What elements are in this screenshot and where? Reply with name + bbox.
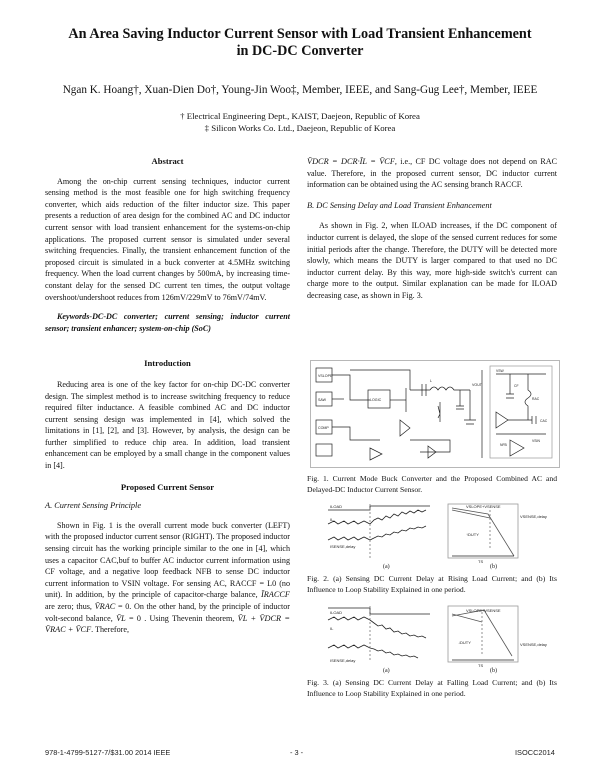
fig2-duty-label: ↑DUTY	[466, 532, 479, 537]
svg-text:VOUT: VOUT	[472, 383, 482, 387]
subsection-a-heading: A. Current Sensing Principle	[45, 501, 142, 511]
fig2-il-label: IL	[330, 517, 334, 522]
svg-text:VSW: VSW	[496, 369, 504, 373]
fig2-label-a: (a)	[383, 564, 390, 570]
svg-text:NFB: NFB	[500, 443, 507, 447]
fig2-ts-label: TS	[478, 559, 484, 564]
figure-2-waveforms	[318, 502, 556, 564]
fig3-vsense-label: VSENSE,delay	[520, 642, 547, 647]
figure-1-schematic	[310, 360, 560, 468]
figure-2-caption: Fig. 2. (a) Sensing DC Current Delay at Rising Load Current; and (b) Its Influence to Loop Stability Explained in one period.	[307, 574, 557, 594]
svg-text:LOGIC: LOGIC	[370, 398, 382, 402]
eq-i-rac-cf: ĪRACCF	[260, 590, 290, 600]
svg-text:COMP: COMP	[318, 426, 329, 430]
abstract-heading: Abstract	[151, 156, 184, 166]
affiliation-2: ‡ Silicon Works Co. Ltd., Daejeon, Republic of Korea	[204, 123, 396, 133]
affiliations	[40, 110, 560, 134]
eq-v-l: V̄L	[116, 613, 126, 623]
keywords: Keywords-DC-DC converter; current sensing; inductor current sensor; transient enhancer; system-on-chip (SoC)	[45, 312, 290, 333]
subsection-b-heading: B. DC Sensing Delay and Load Transient Enhancement	[307, 200, 492, 210]
fig3-vslope-label: VSLOPE+VSENSE	[466, 608, 501, 613]
introduction-text: Reducing area is one of the key factor for on-chip DC-DC converter design. The simplest method is to increase switching frequency to reduce required filter inductance. A feasible combined AC and DC inductor current sensing design was implemented in [4], which solved the limitations in [1], [2], and [3]. However, by analysis, the design can be further simplified to reduce chip area. In addition, load transient enhancement can be employed by a small change in the component values in [4].	[45, 379, 290, 471]
figure-1-caption: Fig. 1. Current Mode Buck Converter and the Proposed Combined AC and Delayed-DC Inductor Current Sensor.	[307, 474, 557, 494]
fig2-iload-label: ILOAD	[330, 504, 343, 509]
fig3-ts-label: TS	[478, 663, 484, 668]
figure-3-caption: Fig. 3. (a) Sensing DC Current Delay at Falling Load Current; and (b) Its Influence to Loop Stability Explained in one period.	[307, 678, 557, 698]
eq-thevenin: V̄L + V̄DCR = V̄RAC + V̄CF	[45, 613, 290, 635]
eq-v-rac: V̄RAC	[94, 602, 116, 611]
affiliation-1: † Electrical Engineering Dept., KAIST, Daejeon, Republic of Korea	[180, 111, 420, 121]
svg-text:RAC: RAC	[532, 397, 540, 401]
fig3-duty-label: ↓DUTY	[458, 640, 471, 645]
svg-text:SAW: SAW	[318, 398, 327, 402]
footer-conference: ISOCC2014	[515, 748, 555, 757]
left-column	[45, 156, 290, 636]
fig3-label-a: (a)	[383, 668, 390, 674]
title-line-1: An Area Saving Inductor Current Sensor with Load Transient Enhancement	[68, 26, 532, 42]
svg-text:VSIN: VSIN	[532, 439, 540, 443]
fig2-vslope-label: VSLOPE+VSENSE	[466, 504, 501, 509]
section-b-paragraph: As shown in Fig. 2, when ILOAD increases, if the DC component of inductor current is delayed, the slope of the sensed current reduces for some initial periods after the change. Therefore, the DUTY will be detected more slowly, which means the DUTY is larger compared to that used no DC inductor current delay. By this way, more high-side switch's current can charge more to the output. Similar explanation can be made for ILOAD decreasing case, as shown in Fig. 3.	[307, 221, 557, 300]
svg-text:L: L	[430, 379, 432, 383]
fig2-label-b: (b)	[490, 564, 497, 570]
eq-dcr: V̄DCR = DCR·ĪL = V̄CF	[307, 157, 395, 166]
fig2-vsense-label: VSENSE,delay	[520, 514, 547, 519]
fig2-isense-label: ISENSE,delay	[330, 544, 356, 549]
eq-continuation: V̄DCR = DCR·ĪL = V̄CF, i.e., CF DC voltage does not depend on RAC value. Therefore, in the proposed current sensor, DC inductor current information can be obtained using the AC sensing branch RACCF.	[307, 157, 557, 190]
svg-text:CAC: CAC	[540, 419, 548, 423]
title-line-2: in DC-DC Converter	[236, 43, 364, 59]
figure-3-waveforms	[318, 604, 556, 668]
footer-page-number: - 3 -	[290, 748, 304, 757]
introduction-heading: Introduction	[144, 358, 191, 369]
right-column-top	[307, 156, 557, 302]
proposed-heading: Proposed Current Sensor	[120, 481, 215, 492]
fig3-isense-label: ISENSE,delay	[330, 658, 356, 663]
svg-text:VSLOPE: VSLOPE	[318, 374, 333, 378]
svg-text:CF: CF	[514, 384, 519, 388]
footer-isbn: 978-1-4799-5127-7/$31.00 2014 IEEE	[45, 748, 171, 757]
fig3-il-label: IL	[330, 626, 334, 631]
paper-title	[40, 26, 560, 60]
author-list: Ngan K. Hoang†, Xuan-Dien Do†, Young-Jin Woo‡, Member, IEEE, and Sang-Gug Lee†, Member, IEEE	[62, 84, 538, 96]
fig3-iload-label: ILOAD	[330, 610, 343, 615]
fig3-label-b: (b)	[490, 668, 497, 674]
section-a-paragraph: Shown in Fig. 1 is the overall current mode buck converter (LEFT) with the proposed inductor current sensor (RIGHT). The proposed inductor sensing circuit has the working principle similar to the one in [4], which uses a capacitor CAC,buf to buffer AC inductor current information using CF voltage, and a negative loop feedback NFB to sense DC inductor current information to VSIN voltage. For sensing AC, RACCF = L0 (no unit). In addition, by the principle of capacitor-charge balance, ĪRACCF are zero; thus, V̄RAC = 0. On the other hand, by the principle of inductor volt-second balance, V̄L = 0 . Using Thevenin theorem, V̄L + V̄DCR = V̄RAC + V̄CF. Therefore,	[45, 520, 290, 635]
abstract-text: Among the on-chip current sensing techniques, inductor current sensing method is the most feasible one for high switching frequency converter, which aids reduction of the filter inductor size. This paper presents a reduction of area design for the combined AC and DC inductor current sensor with load transient enhancement for the systems-on-chip applications. The proposed current sensor is simulated under several switching frequencies. Finally, the transient enhancement function of the proposed circuit is simulated in a buck converter at 4.5MHz switching frequency. When the load current changes by 500mA, by increasing time-constant delay for the sensed DC current ten times, the output voltage overshoot/undershoot reduces from 126mV/229mV to 76mV/74mV.	[45, 176, 290, 302]
